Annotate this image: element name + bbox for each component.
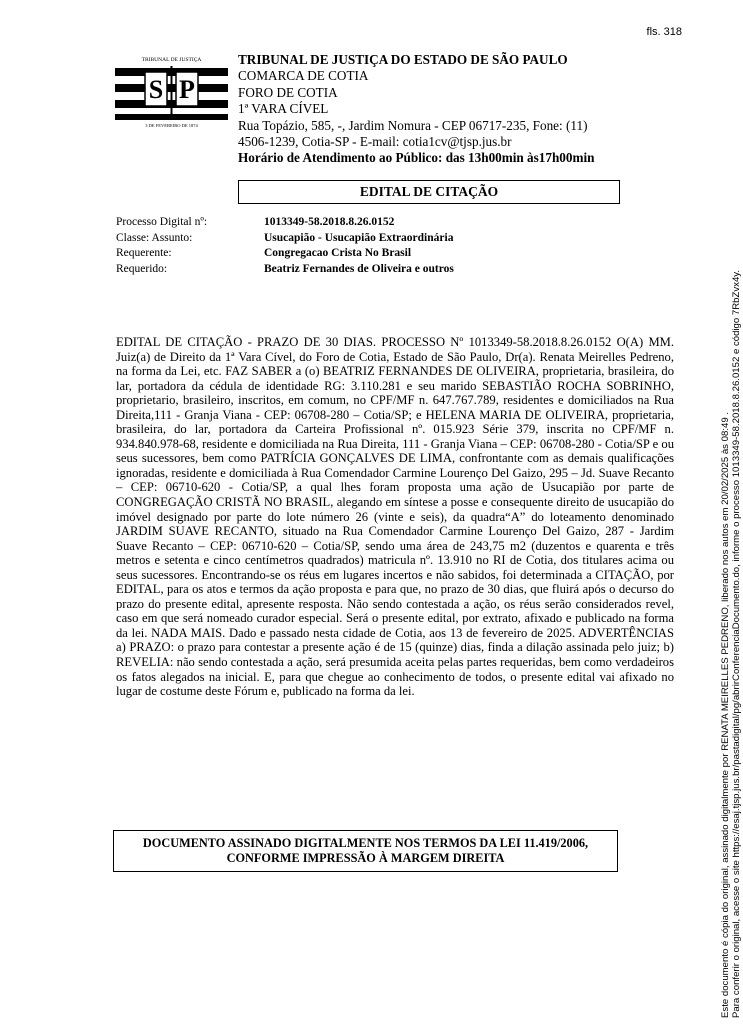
logo-letter-right: P: [179, 75, 195, 104]
process-metadata: [116, 215, 454, 277]
signature-notice-line2: CONFORME IMPRESSÃO À MARGEM DIREITA: [226, 851, 505, 865]
meta-value: Congregacao Crista No Brasil: [264, 247, 412, 260]
meta-label: Classe: Assunto:: [116, 231, 193, 244]
vara: 1ª VARA CÍVEL: [238, 101, 329, 117]
meta-row: [116, 262, 454, 278]
signature-notice-line1: DOCUMENTO ASSINADO DIGITALMENTE NOS TERMOS DA LEI 11.419/2006,: [142, 836, 589, 850]
court-address: Rua Topázio, 585, -, Jardim Nomura - CEP 06717-235, Fone: (11) 4506-1239, Cotia-SP - E-mail: cotia1cv@tjsp.jus.br: [238, 117, 588, 150]
meta-row: [116, 246, 454, 262]
logo-letter-left: S: [148, 75, 164, 104]
foro: FORO DE COTIA: [238, 84, 338, 100]
margin-note-line2: Para conferir o original, acesse o site https://esaj.tjsp.jus.br/pastadigital/pg/abrirConferenciaDocumento.do, informe o processo 1013349-58.2018.8.26.0152 e código 7RbZvx4y.: [731, 269, 743, 1018]
service-hours: Horário de Atendimento ao Público: das 13h00min às17h00min: [238, 150, 595, 166]
page-number: fls. 318: [646, 26, 682, 38]
comarca: COMARCA DE COTIA: [238, 68, 369, 84]
meta-value: 1013349-58.2018.8.26.0152: [264, 216, 395, 228]
meta-row: [116, 215, 454, 231]
court-header: [238, 52, 618, 167]
meta-label: Requerido:: [116, 262, 168, 275]
tjsp-seal-logo: [113, 50, 230, 130]
court-name: TRIBUNAL DE JUSTIÇA DO ESTADO DE SÃO PAULO: [238, 52, 568, 67]
edital-body-text: EDITAL DE CITAÇÃO - PRAZO DE 30 DIAS. PROCESSO Nº 1013349-58.2018.8.26.0152 O(A) MM. Juiz(a) de Direito da 1ª Vara Cível, do Foro de Cotia, Estado de São Paulo, Dr(a). Renata Meirelles Pedreno, na forma da Lei, etc. FAZ SABER a (o) BEATRIZ FERNANDES DE OLIVEIRA, proprietaria, brasileira, do lar, portadora da cédula de identidade RG: 3.110.281 e seu marido SEBASTIÃO ROCHA SOBRINHO, proprietario, brasileiro, inscritos, em comum, no CPF/MF n. 647.767.789, residentes e domiciliados na Rua Direita,111 - Granja Viana - CEP: 06708-280 – Cotia/SP; e HELENA MARIA DE OLIVEIRA, proprietaria, brasileira, do lar, portadora da Carteira Profissional nº. 015.923 Série 379, inscrita no CPF/MF n. 934.840.978-68, residente e domiciliada na Rua Direita, 111 - Granja Viana – CEP: 06708-280 - Cotia/SP e ou seus sucessores, bem como PATRÍCIA GONÇALVES DE LIMA, confrontante com as demais qualificações ignoradas, residente e domiciliada à Rua Comendador Carmine Lourenço Del Gaizo, 295 – Jd. Suave Recanto – CEP: 06710-620 - Cotia/SP, a qual lhes foram proposta uma ação de Usucapião por parte de CONGREGAÇÃO CRISTÃ NO BRASIL, alegando em síntese a posse e consequente direito de usucapião do imóvel designado por parte do lote número 26 (vinte e seis), da quadra“A” do loteamento denominado JARDIM SUAVE RECANTO, situado na Rua Comendador Carmine Lourenço Del Gaizo, 287 - Jardim Suave Recanto – CEP: 06710-620 – Cotia/SP, sendo uma área de 243,75 m2 (duzentos e quarenta e três metros e setenta e cinco centímetros quadrados) matricula nº. 13.910 no RI de Cotia, dos titulares acima ou seus sucessores. Encontrando-se os réus em lugares incertos e não sabidos, foi determinada a CITAÇÃO, por EDITAL, para os atos e termos da ação proposta e para que, no prazo de 30 dias, que fluirá após o decurso do prazo do presente edital, apresente resposta. Não sendo contestada a ação, os réus serão considerados revel, caso em que será nomeado curador especial. Será o presente edital, por extrato, afixado e publicado na forma da lei. NADA MAIS. Dado e passado nesta cidade de Cotia, aos 13 de fevereiro de 2025. ADVERTÊNCIAS a) PRAZO: o prazo para contestar a presente ação é de 15 (quinze) dias, finda a dilação assinada pelo juiz; b) REVELIA: não sendo contestada a ação, será presumida aceita pelas partes requeridas, bem como verdadeiros os fatos alegados na inicial. E, para que chegue ao conhecimento de todos, o presente edital vai afixado no lugar de costume deste Fórum e, publicado na forma da lei.: [116, 335, 674, 699]
logo-bottom-text: 3 DE FEVEREIRO DE 1874: [145, 123, 198, 128]
logo-top-text: TRIBUNAL DE JUSTIÇA: [141, 57, 202, 63]
meta-row: [116, 231, 454, 247]
document-title: EDITAL DE CITAÇÃO: [238, 180, 620, 204]
meta-label: Requerente:: [116, 247, 172, 260]
digital-signature-notice: [113, 830, 618, 872]
margin-note-line1: Este documento é cópia do original, assinado digitalmente por RENATA MEIRELLES PEDRENO, liberado nos autos em 20/02/2025 às 08:49 .: [720, 412, 731, 1018]
meta-value: Beatriz Fernandes de Oliveira e outros: [264, 262, 454, 275]
meta-value: Usucapião - Usucapião Extraordinária: [264, 231, 454, 244]
meta-label: Processo Digital nº:: [116, 216, 208, 228]
margin-authentication-note: [720, 148, 743, 1018]
